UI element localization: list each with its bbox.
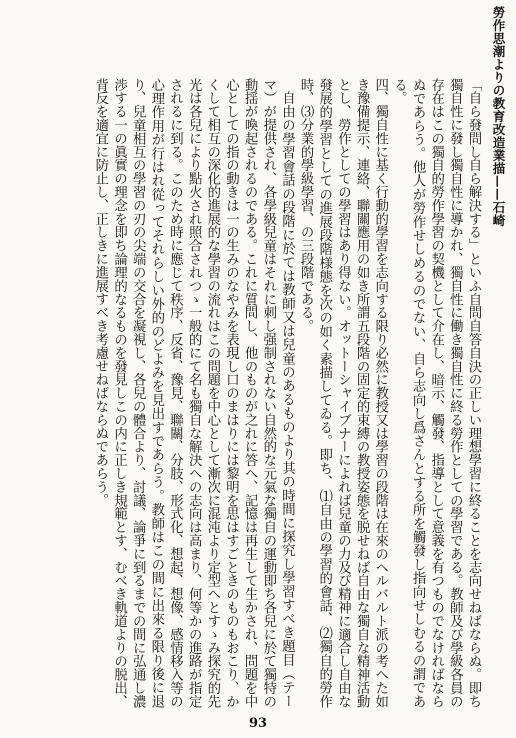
page-number: 93 [248, 716, 268, 731]
paragraph-1: 「自ら發問し自ら解決する」といふ自問自答自決の正しい理想學習に終ることを志向せねばならぬ。即ち獨自性に發し獨自性に導かれ、獨自性に働き獨自性に終る勞作としての學習である。教師及び學級各員の存在はこの獨自的勞作學習の契機として介在し、暗示、觸發、指導として意義を有つものでなければならぬであらう。他人が勞作せしめるのでない、自ら志向し爲さんとする所を觸發し指向せしむるの謂である。 [391, 78, 481, 708]
paragraph-2: 四、獨自性に基く行動的學習を志向する限り必然に教授又は學習の段階は在來のヘルバルト派の考へた如き豫備提示、連絡、聯關應用の如き所謂五段階の固定的束縛の教授姿態を脱せねば自由な獨自な精神活動とし、勞作としての學習はあり得ない。オットーシャイブナーによれば兒童の力及び精神に適合し自由な發展的學習としての進展段階様態を次の如く素描してゐる。即ち、⑴自由の學習的會話、⑵獨自的勞作時、⑶分業的學級學習、の三段階である。 [298, 78, 388, 708]
paragraph-3: 自由の學習會話の段階に於ては教師又は兒童のあるものより其の時間に探究し學習すべき題目（テーマ）が提供され、各學級兒童はそれに刺し强制されない自然的な元氣な獨自の運動即ち各兒に於て獨特の動揺が喚起されるのである。これに質問し、他のものが之れに答へ、記憶は再生して生かされ、問題を中心としての指の動きは一の生みのなやみを表現し口のまはりには黎明を思はすごときのものもおこり、かくして相互の深化的進展的な學習の流れはこの問題を中心として漸次に混沌より定型へとすゝみ探究的先光は各兒により點火され照合されつゝ一般的にて名も獨自な解決への志向は高まり、何等かの進路が指定されるに到る。このため時に應じて秩序、反省、豫見、聯關、分肢、形式化、想起、想像、感情移入等の心理作用が行はれ從ってそれらしい外的のどよみを見出すであらう。教師はこの間に出來る限り後に退り、兒童相互の學習の刃の尖端の交合を凝視し、各兒の體合より、討議、論爭に到るまでの間に弘通し濃渉する一の眞實の理念を即ち論理的なるものを發見しこの内に正しき規範とす、むべき軌道よりの脱出、背反を適宜に防止し、正しきに進展すべき考慮せねばならぬであらう。 [92, 78, 295, 708]
body-text [26, 78, 482, 708]
running-head: 勞作思潮よりの教育改造業描——石崎 [491, 6, 506, 227]
